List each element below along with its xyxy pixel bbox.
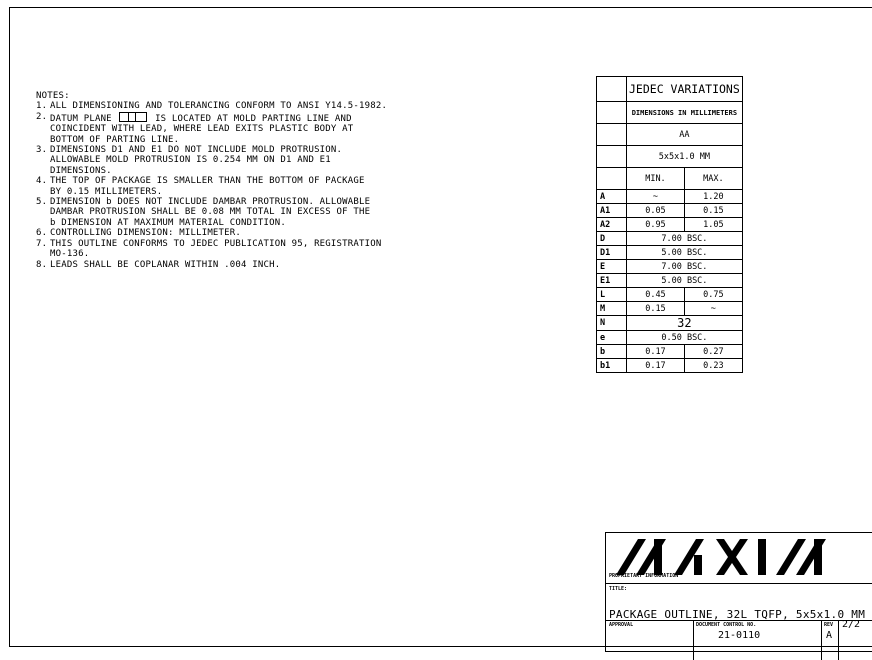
notes-section [36,91,506,270]
value-max: 0.15 [684,204,742,218]
note-item [36,176,506,197]
note-item [36,145,506,176]
maxim-logo [616,537,872,577]
dimension-symbol: A2 [597,218,627,232]
note-line: DIMENSION b DOES NOT INCLUDE DAMBAR PROTRUSION. ALLOWABLE [50,197,371,208]
jedec-row [597,288,743,302]
value-min: ~ [627,190,685,204]
value-min: 0.17 [627,345,685,359]
dimension-symbol: b1 [597,359,627,373]
jedec-row [597,274,743,288]
notes-list [36,101,506,270]
dimension-symbol: e [597,331,627,345]
dimension-symbol: L [597,288,627,302]
jedec-row [597,302,743,316]
jedec-variations-table [596,76,743,373]
note-line: ALLOWABLE MOLD PROTRUSION IS 0.254 MM ON D1 AND E1 [50,155,331,166]
dimension-symbol: E1 [597,274,627,288]
jedec-package: 5x5x1.0 MM [627,146,743,168]
note-item [36,228,506,238]
note-number: 6. [36,228,48,239]
lead-count: 32 [627,316,743,331]
bsc-value: 7.00 BSC. [627,260,743,274]
jedec-subtitle: DIMENSIONS IN MILLIMETERS [627,102,743,124]
jedec-row [597,345,743,359]
bsc-value: 5.00 BSC. [627,246,743,260]
note-number: 2. [36,111,48,122]
note-line: BY 0.15 MILLIMETERS. [50,186,163,197]
value-max: 0.23 [684,359,742,373]
value-min: 0.95 [627,218,685,232]
rev-label: REV [824,622,834,628]
note-line: DAMBAR PROTRUSION SHALL BE 0.08 MM TOTAL IN EXCESS OF THE [50,207,371,218]
note-number: 7. [36,238,48,249]
dimension-symbol: D [597,232,627,246]
note-item [36,260,506,270]
value-max: 0.75 [684,288,742,302]
value-max: 1.05 [684,218,742,232]
title-block [605,532,872,652]
dimension-symbol: M [597,302,627,316]
jedec-row [597,204,743,218]
sheet-number: 2/2 [842,619,861,630]
jedec-variation: AA [627,124,743,146]
jedec-row [597,190,743,204]
dimension-symbol: N [597,316,627,331]
jedec-row [597,246,743,260]
note-line: BOTTOM OF PARTING LINE. [50,134,180,145]
title-label: TITLE: [609,586,628,592]
approval-label: APPROVAL [609,622,634,628]
note-line: LEADS SHALL BE COPLANAR WITHIN .004 INCH. [50,259,281,270]
dimension-symbol: A1 [597,204,627,218]
note-line: CONTROLLING DIMENSION: MILLIMETER. [50,228,242,239]
value-max: ~ [684,302,742,316]
note-line: b DIMENSION AT MAXIMUM MATERIAL CONDITION. [50,217,286,228]
value-max: 0.27 [684,345,742,359]
note-text: DATUM PLANE [50,113,112,124]
note-line: DIMENSIONS. [50,165,112,176]
note-number: 5. [36,197,48,208]
notes-title: NOTES: [36,91,70,101]
dimension-symbol: D1 [597,246,627,260]
jedec-row [597,359,743,373]
note-number: 4. [36,176,48,187]
doc-number: 21-0110 [718,630,761,641]
note-line: THE TOP OF PACKAGE IS SMALLER THAN THE BOTTOM OF PACKAGE [50,176,365,187]
note-text: IS LOCATED AT MOLD PARTING LINE AND [155,113,352,124]
note-line: DIMENSIONS D1 AND E1 DO NOT INCLUDE MOLD PROTRUSION. [50,145,343,156]
col-min: MIN. [627,168,685,190]
dimension-symbol: E [597,260,627,274]
doc-control-label: DOCUMENT CONTROL NO. [696,622,757,628]
jedec-row [597,260,743,274]
value-min: 0.45 [627,288,685,302]
value-min: 0.17 [627,359,685,373]
bsc-value: 5.00 BSC. [627,274,743,288]
jedec-row [597,316,743,331]
jedec-title: JEDEC VARIATIONS [627,77,743,102]
datum-plane-symbol [119,112,147,122]
note-item [36,112,506,145]
proprietary-label: PROPRIETARY INFORMATION [609,573,679,579]
note-number: 3. [36,145,48,156]
note-item [36,101,506,111]
value-max: 1.20 [684,190,742,204]
note-line: MO-136. [50,249,90,260]
jedec-row [597,218,743,232]
bsc-value: 7.00 BSC. [627,232,743,246]
note-number: 8. [36,259,48,270]
note-line: ALL DIMENSIONING AND TOLERANCING CONFORM TO ANSI Y14.5-1982. [50,101,388,112]
note-line: THIS OUTLINE CONFORMS TO JEDEC PUBLICATION 95, REGISTRATION [50,238,382,249]
jedec-row [597,232,743,246]
dimension-symbol: b [597,345,627,359]
note-item [36,197,506,228]
bsc-value: 0.50 BSC. [627,331,743,345]
note-number: 1. [36,101,48,112]
col-max: MAX. [684,168,742,190]
value-min: 0.05 [627,204,685,218]
note-item [36,239,506,260]
jedec-row [597,331,743,345]
value-min: 0.15 [627,302,685,316]
rev-value: A [826,630,833,641]
package-title: PACKAGE OUTLINE, 32L TQFP, 5x5x1.0 MM [609,608,866,621]
dimension-symbol: A [597,190,627,204]
note-line: COINCIDENT WITH LEAD, WHERE LEAD EXITS PLASTIC BODY AT [50,124,354,135]
